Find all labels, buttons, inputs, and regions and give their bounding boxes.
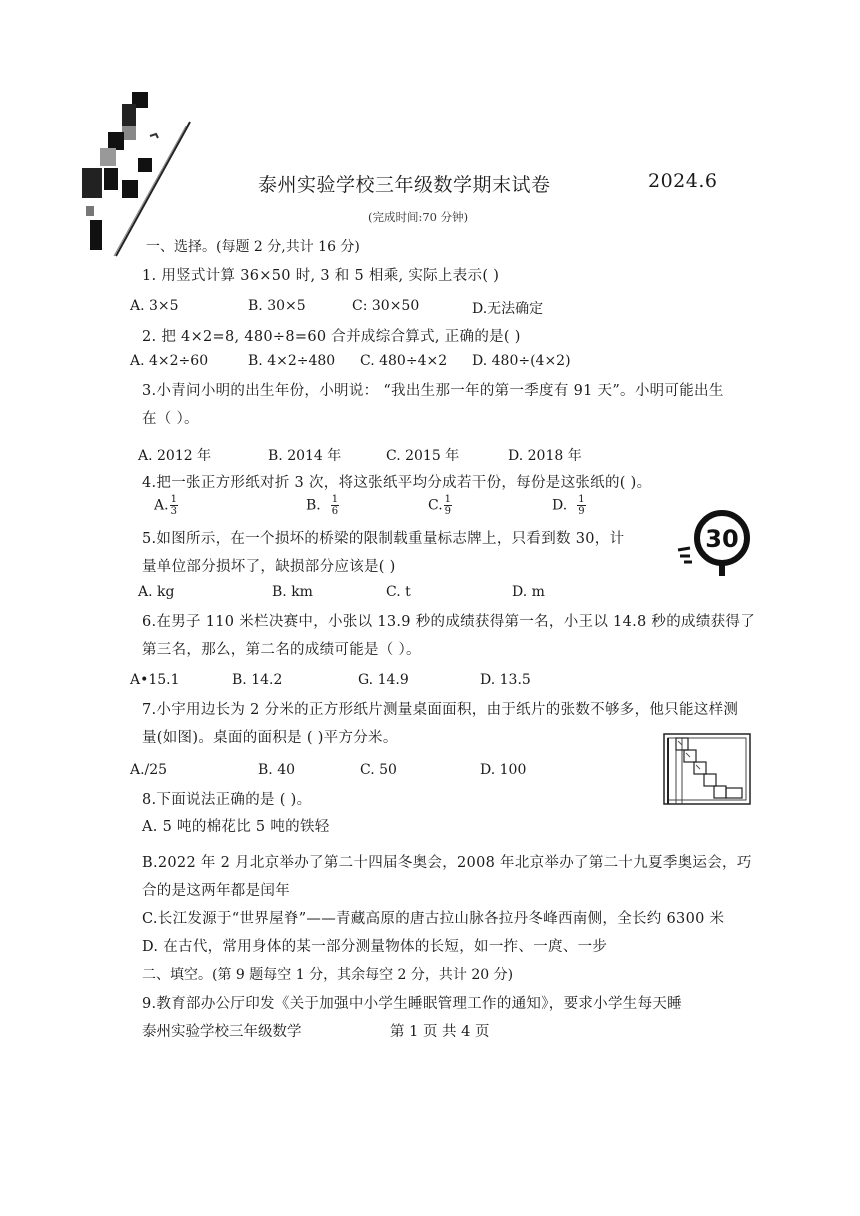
q5-option-d: D. m xyxy=(512,584,545,600)
question-5-line-1: 5.如图所示，在一个损坏的桥梁的限制载重量标志牌上，只看到数 30，计 xyxy=(142,531,625,547)
question-6-line-1: 6.在男子 110 米栏决赛中，小张以 13.9 秒的成绩获得第一名，小王以 14.8 秒的成绩获得了 xyxy=(142,614,756,630)
footer-page-number: 第 1 页 共 4 页 xyxy=(390,1024,490,1040)
q1-option-b: B. 30×5 xyxy=(248,298,306,314)
q3-option-a: A. 2012 年 xyxy=(138,448,212,464)
q6-option-d: D. 13.5 xyxy=(480,672,531,688)
q8-option-b-line-2: 合的是这两年都是闰年 xyxy=(142,883,290,899)
question-1: 1. 用竖式计算 36×50 时, 3 和 5 相乘, 实际上表示( ) xyxy=(142,268,500,284)
q1-option-d: D.无法确定 xyxy=(472,301,544,317)
q6-option-b: B. 14.2 xyxy=(232,672,283,688)
weight-limit-sign-graphic xyxy=(676,510,756,576)
exam-title: 泰州实验学校三年级数学期末试卷 xyxy=(258,174,551,196)
question-8: 8.下面说法正确的是 ( )。 xyxy=(142,792,312,808)
q3-option-c: C. 2015 年 xyxy=(386,448,460,464)
q6-option-a: A•15.1 xyxy=(130,672,180,688)
q2-option-c: C. 480÷4×2 xyxy=(360,353,448,369)
q4-option-d: D. $\frac{1}{9}$ xyxy=(552,494,585,517)
question-4: 4.把一张正方形纸对折 3 次，将这张纸平均分成若干份，每份是这张纸的( )。 xyxy=(142,475,652,491)
question-5-line-2: 量单位部分损坏了，缺损部分应该是( ) xyxy=(142,559,396,575)
question-6-line-2: 第三名，那么，第二名的成绩可能是（ ）。 xyxy=(142,642,421,658)
question-9: 9.教育部办公厅印发《关于加强中小学生睡眠管理工作的通知》，要求小学生每天睡 xyxy=(142,996,682,1012)
q7-option-b: B. 40 xyxy=(258,762,296,778)
q7-option-c: C. 50 xyxy=(360,762,397,778)
q3-option-d: D. 2018 年 xyxy=(508,448,582,464)
section-1-heading: 一、选择。(每题 2 分,共计 16 分) xyxy=(146,239,360,255)
question-3-line-1: 3.小青问小明的出生年份，小明说： “我出生那一年的第一季度有 91 天”。小明可能出生 xyxy=(142,383,724,399)
section-2-heading: 二、填空。(第 9 题每空 1 分，其余每空 2 分，共计 20 分) xyxy=(142,967,514,983)
table-measurement-graphic xyxy=(662,732,754,808)
q4-option-c: C. $\frac{1}{9}$ xyxy=(428,494,452,517)
q5-option-a: A. kg xyxy=(138,584,175,600)
question-2: 2. 把 4×2=8, 480÷8=60 合并成综合算式, 正确的是( ) xyxy=(142,329,521,345)
q4-option-b: B. $\frac{1}{6}$ xyxy=(306,494,339,517)
q8-option-b-line-1: B.2022 年 2 月北京举办了第二十四届冬奥会，2008 年北京举办了第二十九夏季奥运会，巧 xyxy=(142,855,752,871)
q3-option-b: B. 2014 年 xyxy=(268,448,342,464)
exam-time-limit: (完成时间:70 分钟) xyxy=(368,210,469,224)
footer-school: 泰州实验学校三年级数学 xyxy=(142,1024,302,1040)
question-7-line-2: 量(如图)。桌面的面积是 ( )平方分米。 xyxy=(142,730,398,746)
q7-option-d: D. 100 xyxy=(480,762,527,778)
q8-option-c: C.长江发源于“世界屋脊”——青藏高原的唐古拉山脉各拉丹冬峰西南侧，全长约 6300 米 xyxy=(142,911,725,927)
question-7-line-1: 7.小宇用边长为 2 分米的正方形纸片测量桌面面积，由于纸片的张数不够多，他只能这样测 xyxy=(142,702,739,718)
exam-date: 2024.6 xyxy=(648,170,718,192)
q6-option-c: G. 14.9 xyxy=(358,672,409,688)
q8-option-a: A. 5 吨的棉花比 5 吨的铁轻 xyxy=(142,819,330,835)
q7-option-a: A./25 xyxy=(130,762,168,778)
q4-option-a: A. $\frac{1}{3}$ xyxy=(154,494,177,517)
q2-option-a: A. 4×2÷60 xyxy=(130,353,209,369)
sign-number: 30 xyxy=(705,525,739,553)
q5-option-c: C. t xyxy=(386,584,411,600)
q2-option-d: D. 480÷(4×2) xyxy=(472,353,571,369)
q8-option-d: D. 在古代，常用身体的某一部分测量物体的长短，如一拃、一庹、一步 xyxy=(142,939,608,955)
q1-option-a: A. 3×5 xyxy=(130,298,179,314)
q5-option-b: B. km xyxy=(272,584,313,600)
q1-option-c: C: 30×50 xyxy=(352,298,420,314)
q2-option-b: B. 4×2÷480 xyxy=(248,353,336,369)
question-3-line-2: 在（ ）。 xyxy=(142,411,199,427)
